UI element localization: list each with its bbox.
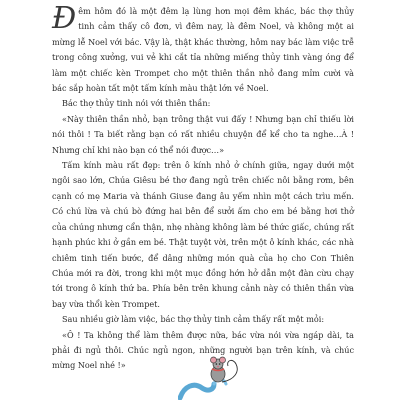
paragraph-3: «Này thiên thần nhỏ, bạn trông thật vui đấy ! Nhưng bạn chỉ thiếu lời nói thôi ! Ta biết rằng bạn có rất nhiều chuyện để kể cho ta nghe…À ! Nhưng chỉ khi nào bạn có thể nói được…» [52,113,354,155]
paragraph-1-text: êm hôm đó là một đêm lạ lùng hơn mọi đêm khác, bác thợ thủy tinh cảm thấy cô đơn, vì đêm nay, là đêm Noel, và không một ai mừng lễ Noel với bác. Vậy là, thật khác thường, hôm nay bác làm việc trễ trong công xưởng, vui vẻ khi cắt tỉa những miếng thủy tinh vàng óng để làm một chiếc kèn Trompet cho một thiên thần nhỏ đang mỉm cười và bác sắp hoàn tất một tấm kính màu thật lớn về Noel. [52,6,354,94]
paragraph-6: «Ô ! Ta không thể làm thêm được nữa, bác vừa nói vừa ngáp dài, ta phải đi ngủ thôi. Chúc ngủ ngon, những người bạn trên kính, và chúc mừng Noel nhé !» [52,329,354,371]
paragraph-5: Sau nhiều giờ làm việc, bác thợ thủy tinh cảm thấy rất mệt mỏi: [62,314,325,325]
paragraph-4: Tấm kính màu rất đẹp: trên ô kính nhỏ ở chính giữa, ngay dưới một ngôi sao lớn, Chúa Giêsu bé thơ đang ngủ trên chiếc nôi bằng rơm, bên cạnh có mẹ Maria và thánh Giuse đang âu yếm nhìn một cách trìu mến. Có chú lừa và chú bò đứng hai bên để sưởi ấm cho em bé bằng hơi thở của chúng nhưng cẩn thận, nhẹ nhàng không làm bé thức giấc, chúng rất hạnh phúc khi ở gần em bé. Thật tuyệt vời, trên một ô kính khác, các nhà chiêm tinh tiến bước, để dâng những món quà của họ cho Con Thiên Chúa mới ra đời, trong khi một mục đồng hớn hở dẫn một đàn cừu chạy tới trong ô kính thứ ba. Phía bên trên khung cảnh này có thiên thần vừa bay vừa thổi kèn Trompet. [52,160,354,309]
drop-cap-letter: Đ [52,1,77,36]
paragraph-2: Bác thợ thủy tinh nói với thiên thần: [62,98,211,109]
paragraph-1 [52,1,354,96]
mouse-on-wave-icon [178,352,248,400]
